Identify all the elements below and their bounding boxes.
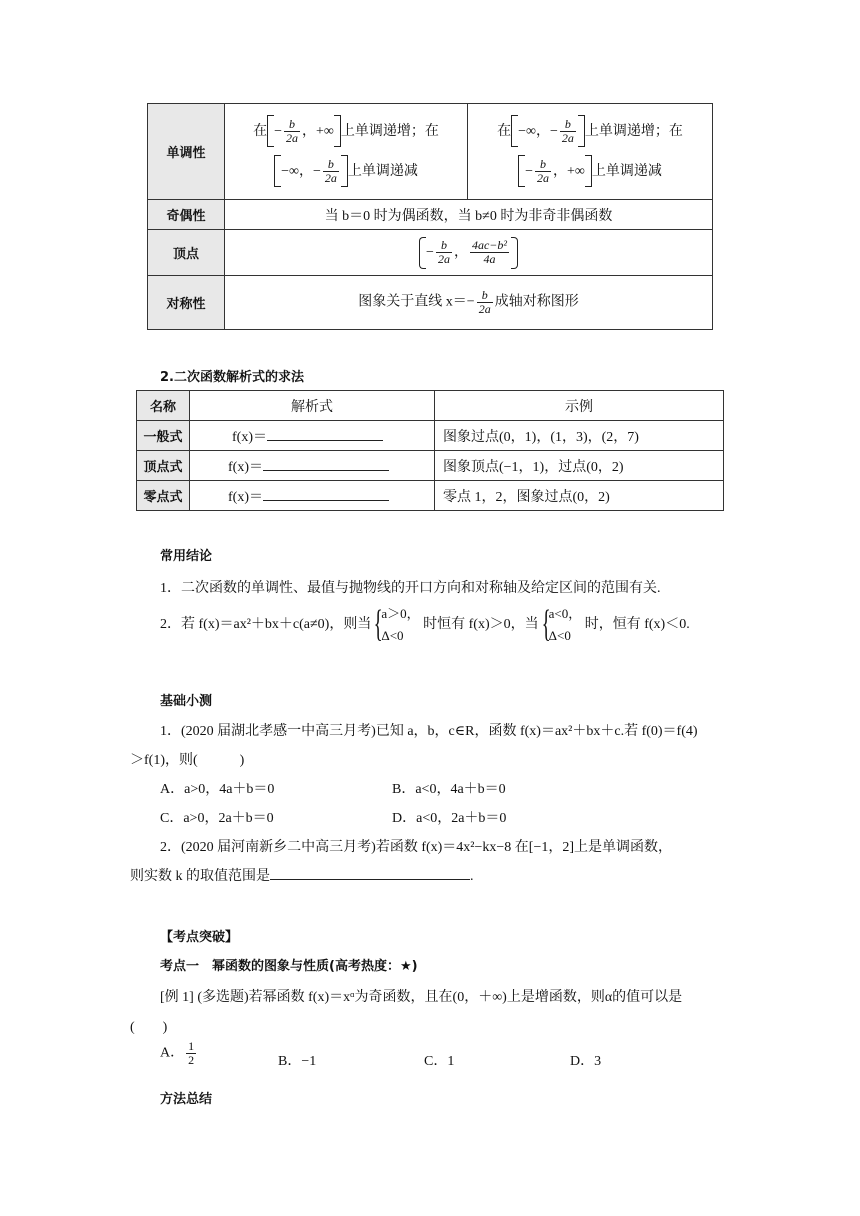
row-label-parity: 奇偶性 [148, 200, 225, 230]
point-1-title: 考点一 幂函数的图象与性质(高考热度：★) [160, 959, 418, 974]
row-example: 零点 1，2，图象过点(0，2) [435, 481, 724, 511]
table-row [137, 451, 724, 481]
row-example: 图象顶点(−1，1)，过点(0，2) [435, 451, 724, 481]
q1-line1: 1．(2020 届湖北孝感一中高三月考)已知 a，b，c∈R，函数 f(x)＝ax²＋bx＋c.若 f(0)＝f(4) [160, 724, 698, 739]
cell-mono-a-positive: 在 − $\frac{b}{2a}$ ，+∞ 上单调递增；在 −∞，− $\frac{b}{2a}$ 上单调递减 [225, 104, 468, 200]
q1-option-b: B．a<0，4a＋b＝0 [392, 782, 506, 797]
row-formula: f(x)＝ [190, 481, 435, 511]
row-name: 顶点式 [137, 451, 190, 481]
q2-line1: 2．(2020 届河南新乡二中高三月考)若函数 f(x)＝4x²−kx−8 在[−1，2]上是单调函数， [160, 840, 673, 855]
row-formula: f(x)＝ [190, 421, 435, 451]
cell-vertex: − $\frac{b}{2a}$ ， $\frac{\text{4ac−b²}}{4a}$ [225, 230, 713, 276]
row-label-vertex: 顶点 [148, 230, 225, 276]
section-2-title: 2.二次函数解析式的求法 [160, 370, 304, 385]
q2-line2: 则实数 k 的取值范围是 . [130, 869, 474, 884]
col-header-formula: 解析式 [190, 391, 435, 421]
option-a: A． $\frac{1}{2}$ [160, 1039, 195, 1067]
basic-title: 基础小测 [160, 694, 213, 709]
option-d: D．3 [570, 1054, 602, 1069]
conclusions-title: 常用结论 [160, 549, 213, 564]
analytic-forms-table [136, 390, 724, 511]
q1-option-a: A．a>0，4a＋b＝0 [160, 782, 275, 797]
col-header-example: 示例 [435, 391, 724, 421]
q1-option-d: D．a<0，2a＋b＝0 [392, 811, 507, 826]
conclusion-2: 2．若 f(x)＝ax²＋bx＋c(a≠0)，则当 { a＞0， Δ<0 时恒有 f(x)＞0，当 { a<0， Δ<0 时，恒有 f(x)＜0. [160, 603, 690, 647]
option-b: B．−1 [278, 1054, 317, 1069]
row-example: 图象过点(0，1)，(1，3)，(2，7) [435, 421, 724, 451]
row-name: 零点式 [137, 481, 190, 511]
q1-line2: ＞f(1)，则( ) [130, 753, 245, 768]
cell-symmetry: 图象关于直线 x＝− $\frac{b}{2a}$ 成轴对称图形 [225, 276, 713, 330]
option-c: C．1 [424, 1054, 455, 1069]
row-label-symmetry: 对称性 [148, 276, 225, 330]
example-1-line2: ( ) [130, 1020, 168, 1035]
table-row [137, 421, 724, 451]
row-label-monotonicity: 单调性 [148, 104, 225, 200]
method-summary-title: 方法总结 [160, 1092, 213, 1107]
row-name: 一般式 [137, 421, 190, 451]
conclusion-1: 1．二次函数的单调性、最值与抛物线的开口方向和对称轴及给定区间的范围有关. [160, 581, 661, 596]
properties-table [147, 103, 713, 330]
breakthrough-title: 【考点突破】 [160, 930, 239, 945]
q1-option-c: C．a>0，2a＋b＝0 [160, 811, 274, 826]
table-row [137, 481, 724, 511]
cell-parity: 当 b＝0 时为偶函数，当 b≠0 时为非奇非偶函数 [225, 200, 713, 230]
cell-mono-a-negative: 在 −∞，− $\frac{b}{2a}$ 上单调递增；在 − $\frac{b}{2a}$ ，+∞ 上单调递减 [468, 104, 713, 200]
case-group-1: { a＞0， Δ<0 [371, 603, 419, 647]
example-1-line1: [例 1] (多选题)若幂函数 f(x)＝xᵅ为奇函数，且在(0，＋∞)上是增函数，则α的值可以是 [160, 990, 683, 1005]
row-formula: f(x)＝ [190, 451, 435, 481]
col-header-name: 名称 [137, 391, 190, 421]
case-group-2: { a<0， Δ<0 [539, 603, 582, 647]
